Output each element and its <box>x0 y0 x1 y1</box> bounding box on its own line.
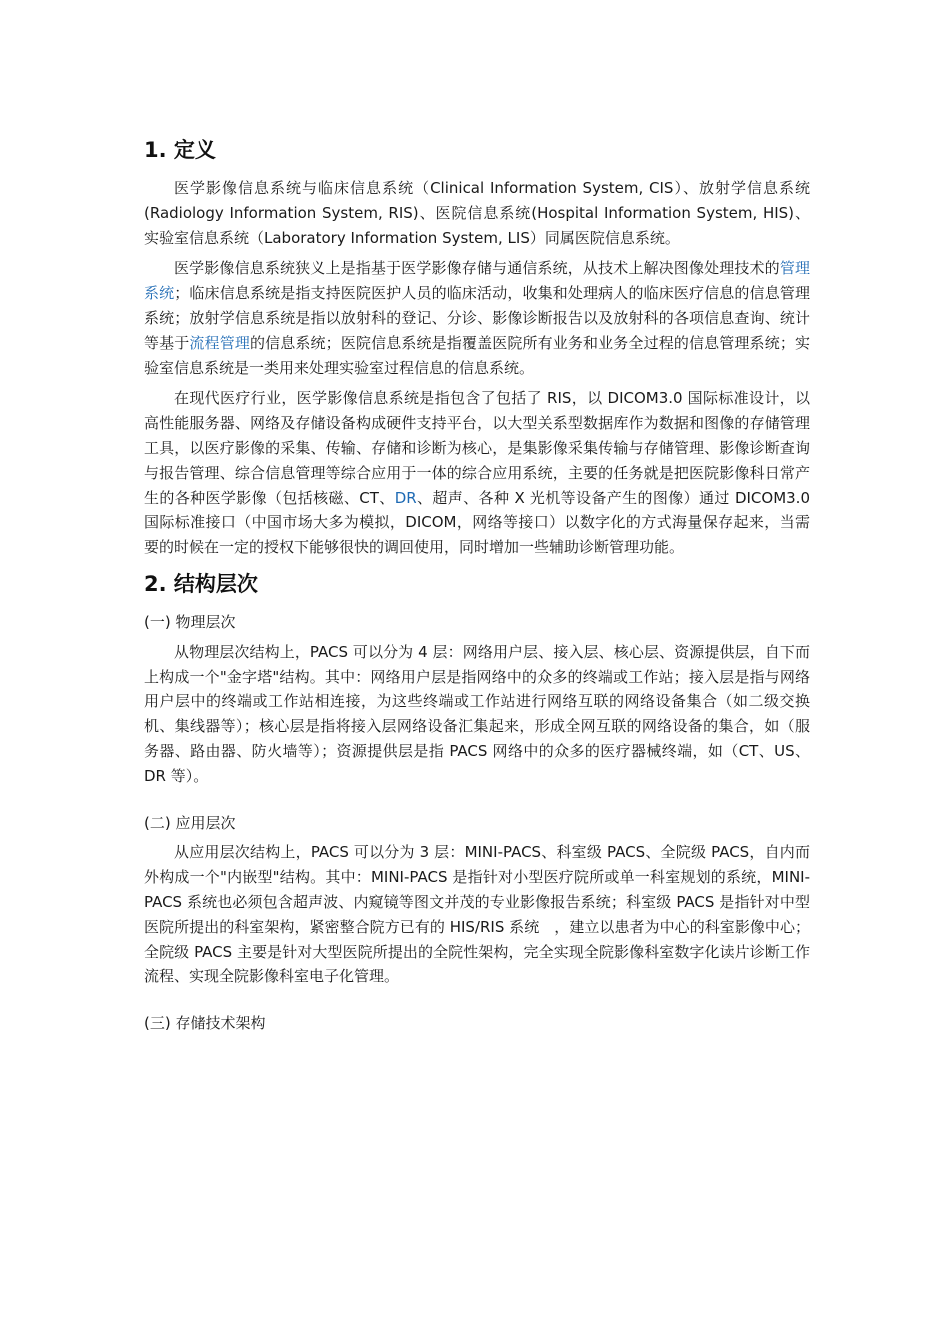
link-management-system[interactable]: 管理系统 <box>144 259 810 303</box>
subheading-application: (二) 应用层次 <box>144 813 236 832</box>
text-segment: 在现代医疗行业，医学影像信息系统是指包含了包括了 RIS，以 DICOM3.0 国际标准设计，以高性能服务器、网络及存储设备构成硬件支持平台，以大型关系型数据库作为数据和图像的存储管理工具，以医疗影像的采集、传输、存储和诊断为核心，是集影像采集传输与存储管理、影像诊断查询与报告管理、综合信息管理等综合应用于一体的综合应用系统，主要的任务就是把医院影像科日常产生的各种医学影像（包括核磁、CT、 <box>144 389 810 507</box>
subheading-physical: (一) 物理层次 <box>144 612 236 631</box>
text-segment: 的信息系统；医院信息系统是指覆盖医院所有业务和业务全过程的信息管理系统；实验室信息系统是一类用来处理实验室过程信息的信息系统。 <box>144 333 810 377</box>
paragraph-definition-2 <box>144 256 810 380</box>
paragraph-application: 从应用层次结构上，PACS 可以分为 3 层：MINI-PACS、科室级 PACS、全院级 PACS，自内而外构成一个"内嵌型"结构。其中：MINI-PACS 是指针对小型医疗院所或单一科室规划的系统，MINI-PACS 系统也必须包含超声波、内窥镜等图文并茂的专业影像报告系统；科室级 PACS 是指针对中型医院所提出的科室架构，紧密整合院方已有的 HIS/RIS 系统 ，建立以患者为中心的科室影像中心；全院级 PACS 主要是针对大型医院所提出的全院性架构，完全实现全院影像科室数字化读片诊断工作流程、实现全院影像科室电子化管理。 <box>144 843 810 986</box>
heading-definition: 1. 定义 <box>144 138 216 162</box>
document-content <box>144 132 810 1041</box>
text-segment: 、超声、各种 X 光机等设备产生的图像）通过 DICOM3.0 国际标准接口（中国市场大多为模拟，DICOM，网络等接口）以数字化的方式海量保存起来，当需要的时候在一定的授权下能够很快的调回使用，同时增加一些辅助诊断管理功能。 <box>144 488 810 557</box>
paragraph-definition-3 <box>144 386 810 560</box>
paragraph-definition-1: 医学影像信息系统与临床信息系统（Clinical Information System, CIS）、放射学信息系统(Radiology Information System, RIS)、医院信息系统(Hospital Information System, HIS)、实验室信息系统（Laboratory Information System, LIS）同属医院信息系统。 <box>144 179 810 247</box>
subheading-storage: (三) 存储技术架构 <box>144 1014 266 1033</box>
link-dr[interactable]: DR <box>394 488 417 507</box>
heading-structure: 2. 结构层次 <box>144 571 258 596</box>
link-process-management[interactable]: 流程管理 <box>189 333 250 352</box>
text-segment: 医学影像信息系统狭义上是指基于医学影像存储与通信系统，从技术上解决图像处理技术的 <box>174 259 780 278</box>
paragraph-physical: 从物理层次结构上，PACS 可以分为 4 层：网络用户层、接入层、核心层、资源提供层，自下而上构成一个"金字塔"结构。其中：网络用户层是指网络中的众多的终端或工作站；接入层是指与网络用户层中的终端或工作站相连接，为这些终端或工作站进行网络互联的网络设备集合（如二级交换机、集线器等）；核心层是指将接入层网络设备汇集起来，形成全网互联的网络设备的集合，如（服务器、路由器、防火墙等）；资源提供层是指 PACS 网络中的众多的医疗器械终端，如（CT、US、DR 等）。 <box>144 642 810 785</box>
text-segment: ；临床信息系统是指支持医院医护人员的临床活动，收集和处理病人的临床医疗信息的信息管理系统；放射学信息系统是指以放射科的登记、分诊、影像诊断报告以及放射科的各项信息查询、统计等基于 <box>144 284 810 352</box>
